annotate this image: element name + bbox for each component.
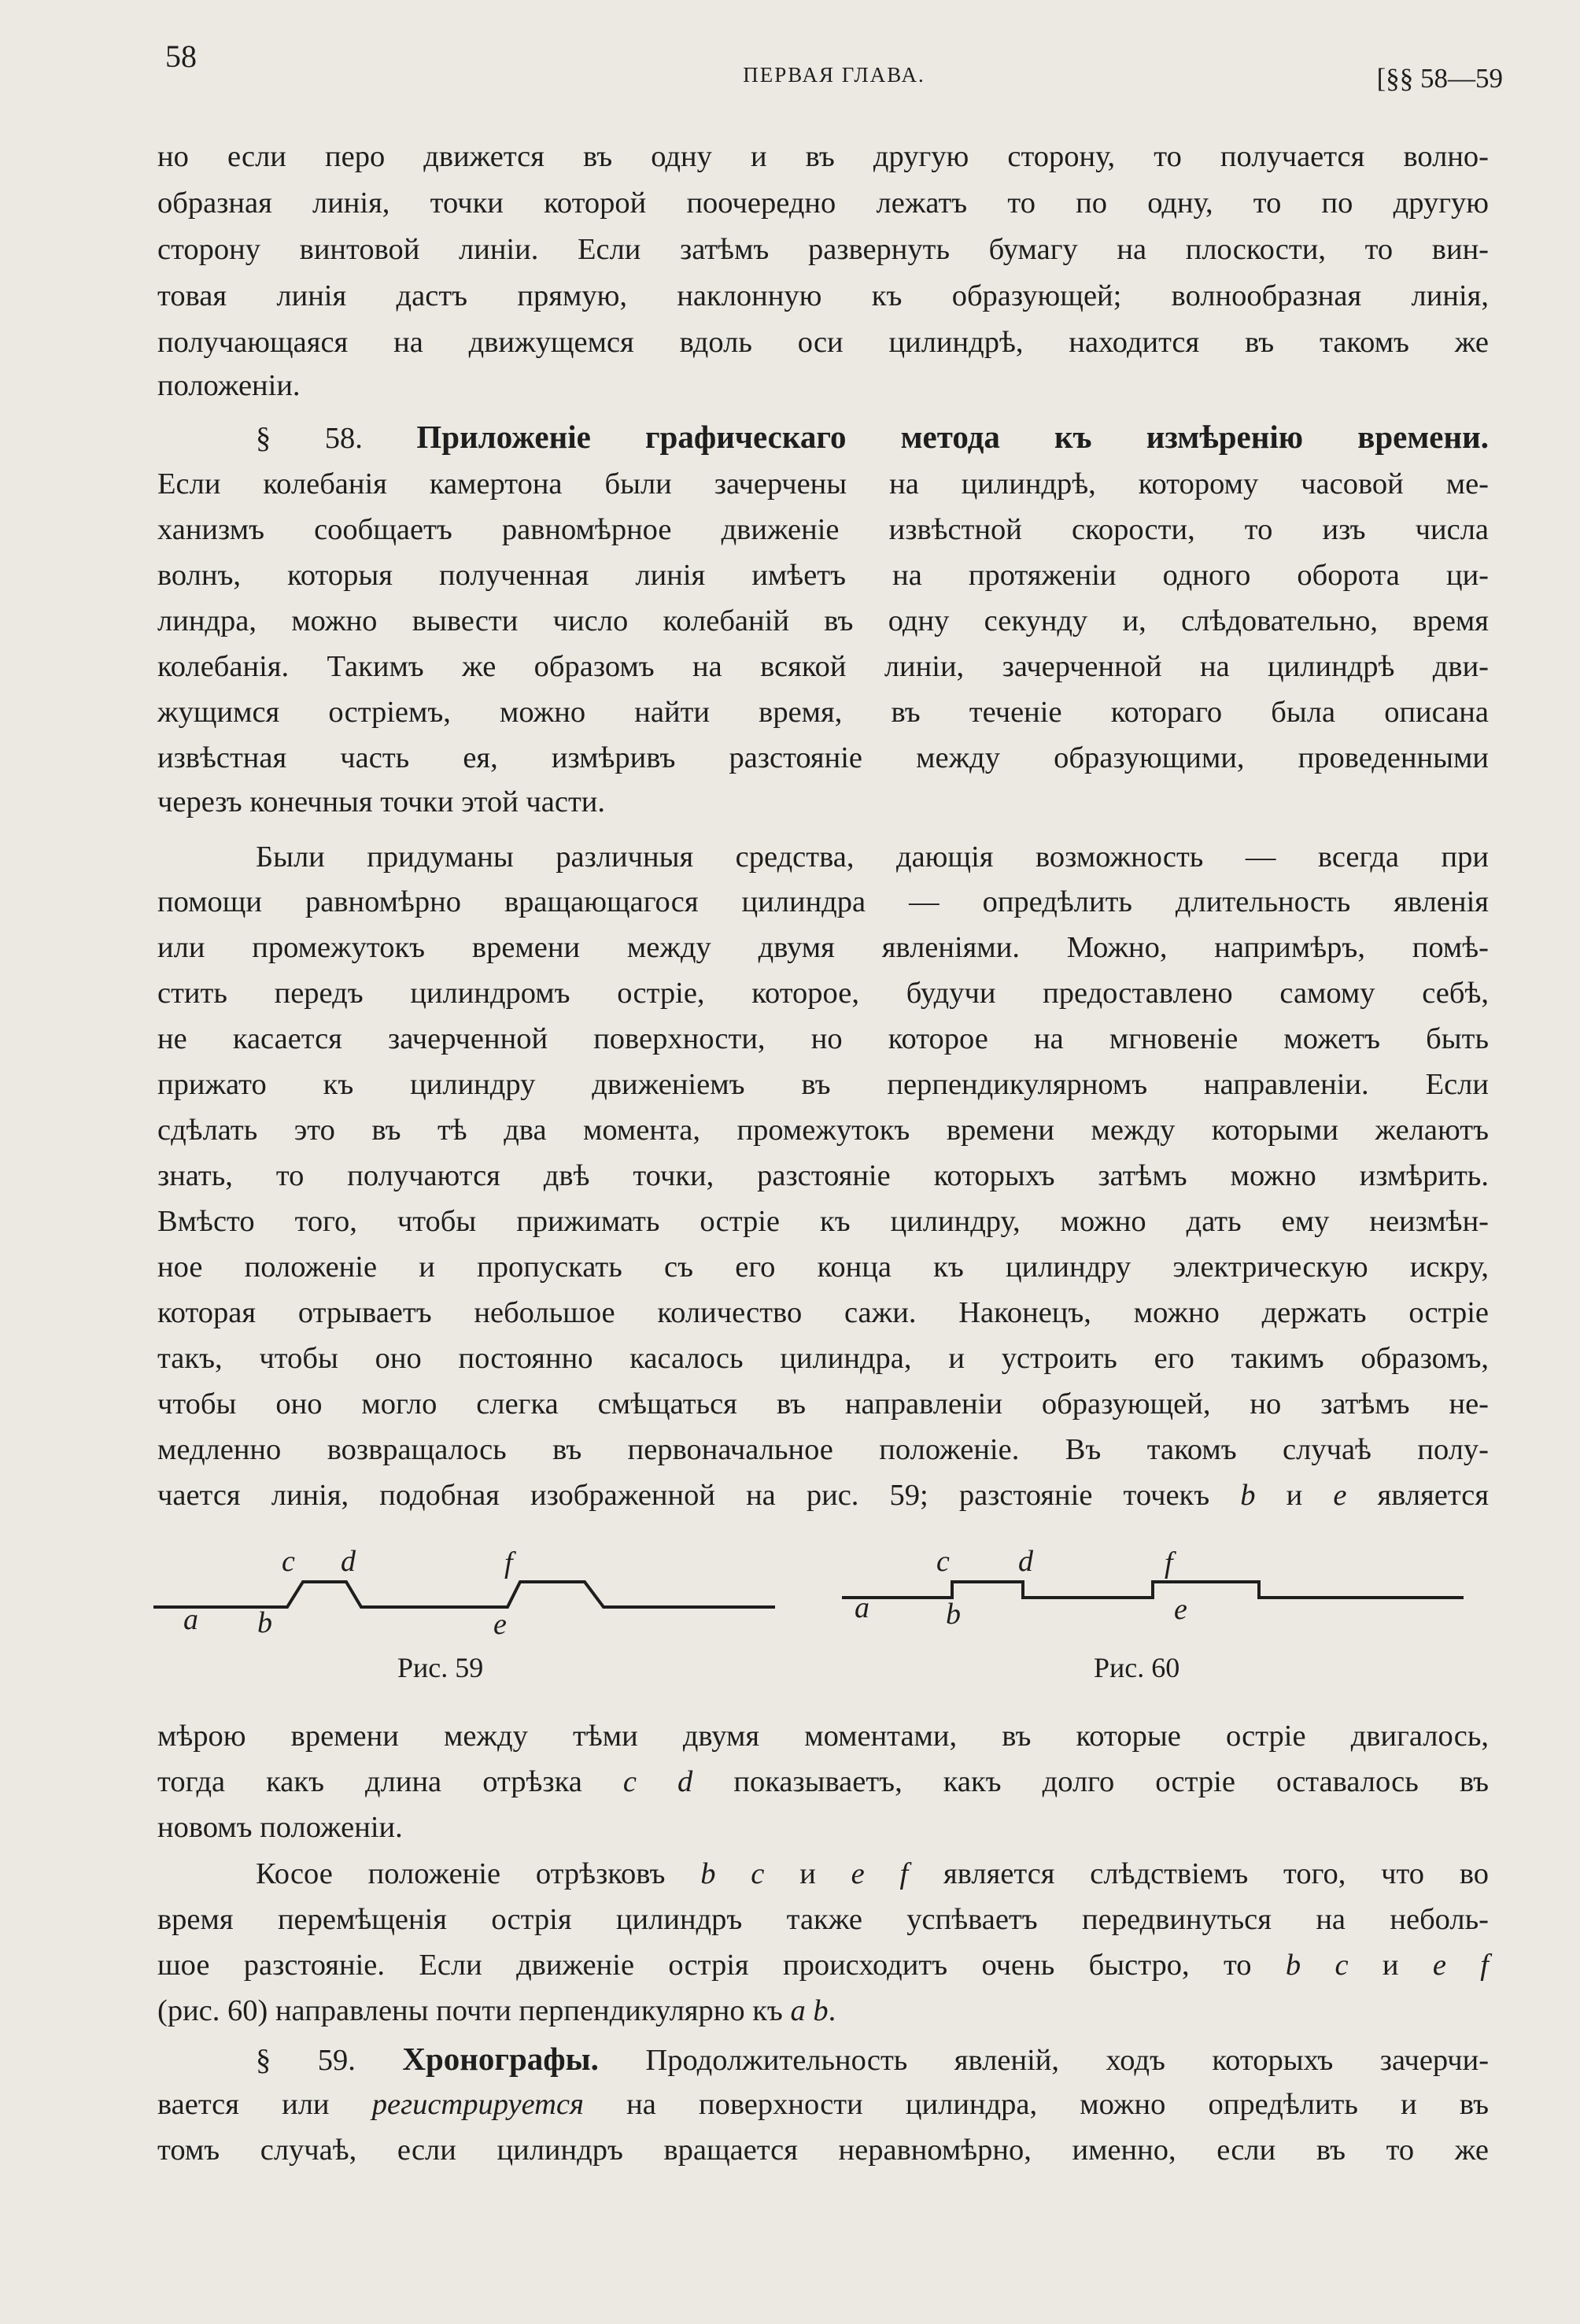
text-line: время перемѣщенія острія цилиндръ также успѣваетъ передвинуться на неболь- bbox=[157, 1903, 1489, 1936]
page-number: 58 bbox=[165, 39, 197, 74]
emphasized-term: регистрируется bbox=[371, 2088, 584, 2121]
label-c: c bbox=[282, 1545, 295, 1578]
text-line: жущимся остріемъ, можно найти время, въ теченіе котораго была описана bbox=[157, 696, 1489, 729]
var-bc: b c bbox=[1285, 1949, 1349, 1982]
text-line: не касается зачерченной поверхности, но которое на мгновеніе можетъ быть bbox=[157, 1022, 1489, 1055]
var-b: b bbox=[1240, 1479, 1256, 1512]
text-line: образная линія, точки которой поочередно лежатъ то по одну, то по другую bbox=[157, 187, 1489, 220]
label-a: a bbox=[183, 1603, 198, 1636]
figure-59 bbox=[153, 1539, 783, 1661]
section-range: [§§ 58—59 bbox=[1376, 63, 1503, 94]
figure-60-diagram bbox=[842, 1539, 1471, 1657]
text-line: вается или регистрируется на поверхности цилиндра, можно опредѣлить и въ bbox=[157, 2088, 1490, 2121]
var-ab: a b bbox=[790, 1994, 829, 2027]
text-line: Если колебанія камертона были зачерчены на цилиндрѣ, которому часовой ме- bbox=[157, 467, 1489, 501]
text-line: шое разстояніе. Если движеніе острія происходитъ очень быстро, то b c и e f bbox=[157, 1949, 1489, 1982]
label-b: b bbox=[946, 1598, 961, 1631]
text-line: мѣрою времени между тѣми двумя моментами, въ которые остріе двигалось, bbox=[157, 1720, 1489, 1753]
label-e: e bbox=[493, 1608, 507, 1641]
text-line: положеніи. bbox=[157, 369, 301, 402]
text-line: колебанія. Такимъ же образомъ на всякой линіи, зачерченной на цилиндрѣ дви- bbox=[157, 650, 1489, 683]
label-f: f bbox=[1165, 1546, 1173, 1580]
text-line: стить передъ цилиндромъ остріе, которое, будучи предоставлено самому себѣ, bbox=[157, 977, 1489, 1010]
text-line: извѣстная часть ея, измѣривъ разстояніе между образующими, проведенными bbox=[157, 741, 1489, 774]
text-line: волнъ, которыя полученная линія имѣетъ на протяженіи одного оборота ци- bbox=[157, 559, 1489, 592]
text-line: знать, то получаются двѣ точки, разстояніе которыхъ затѣмъ можно измѣрить. bbox=[157, 1159, 1489, 1192]
text-line: ное положеніе и пропускать съ его конца къ цилиндру электрическую искру, bbox=[157, 1251, 1489, 1284]
var-e: e bbox=[1333, 1479, 1347, 1512]
label-d: d bbox=[1018, 1545, 1033, 1578]
label-b: b bbox=[257, 1606, 272, 1639]
var-ef: e f bbox=[1432, 1949, 1489, 1982]
text-line: прижато къ цилиндру движеніемъ въ перпендикулярномъ направленіи. Если bbox=[157, 1068, 1489, 1101]
label-d: d bbox=[341, 1545, 356, 1578]
text-line: чается линія, подобная изображенной на рис. 59; разстояніе точекъ b и e является bbox=[157, 1479, 1490, 1512]
text-line: тогда какъ длина отрѣзка c d показываетъ, какъ долго остріе оставалось въ bbox=[157, 1765, 1490, 1798]
text-line: получающаяся на движущемся вдоль оси цилиндрѣ, находится въ такомъ же bbox=[157, 326, 1489, 359]
text-line: ханизмъ сообщаетъ равномѣрное движеніе извѣстной скорости, то изъ числа bbox=[157, 513, 1489, 546]
figure-59-caption: Рис. 59 bbox=[397, 1652, 484, 1683]
label-f: f bbox=[504, 1546, 513, 1580]
text-line: помощи равномѣрно вращающагося цилиндра — опредѣлить длительность явленія bbox=[157, 885, 1489, 918]
figure-59-diagram bbox=[153, 1539, 783, 1657]
text-line: такъ, чтобы оно постоянно касалось цилиндра, и устроить его такимъ образомъ, bbox=[157, 1342, 1489, 1375]
var-bc: b c bbox=[700, 1857, 765, 1890]
text-line: линдра, можно вывести число колебаній въ одну секунду и, слѣдовательно, время bbox=[157, 604, 1489, 637]
text-line: или промежутокъ времени между двумя явленіями. Можно, напримѣръ, помѣ- bbox=[157, 931, 1489, 964]
text-line: черезъ конечныя точки этой части. bbox=[157, 785, 606, 818]
text-line: сторону винтовой линіи. Если затѣмъ развернуть бумагу на плоскости, то вин- bbox=[157, 233, 1489, 266]
text-line: которая отрываетъ небольшое количество сажи. Наконецъ, можно держать остріе bbox=[157, 1296, 1489, 1329]
text-line: (рис. 60) направлены почти перпендикулярно къ a b. bbox=[157, 1994, 836, 2027]
text-line: но если перо движется въ одну и въ другую сторону, то получается волно- bbox=[157, 140, 1489, 173]
trace-line bbox=[842, 1582, 1464, 1598]
text-line: медленно возвращалось въ первоначальное положеніе. Въ такомъ случаѣ полу- bbox=[157, 1433, 1489, 1466]
section-heading bbox=[256, 414, 1489, 460]
section-heading: § 59. Хронографы. Продолжительность явленій, ходъ которыхъ зачерчи- bbox=[256, 2041, 1490, 2077]
text-line: сдѣлать это въ тѣ два момента, промежутокъ времени между которыми желаютъ bbox=[157, 1114, 1489, 1147]
label-e: e bbox=[1174, 1593, 1187, 1626]
figure-60-caption: Рис. 60 bbox=[1094, 1652, 1180, 1683]
label-c: c bbox=[936, 1545, 950, 1578]
label-a: a bbox=[855, 1591, 869, 1624]
text-line: Были придуманы различныя средства, дающія возможность — всегда при bbox=[256, 841, 1489, 874]
section-title: Хронографы. bbox=[402, 2041, 599, 2077]
text-line: Вмѣсто того, чтобы прижимать остріе къ цилиндру, можно дать ему неизмѣн- bbox=[157, 1205, 1489, 1238]
trace-line bbox=[153, 1582, 775, 1607]
text-line: чтобы оно могло слегка смѣщаться въ направленіи образующей, но затѣмъ не- bbox=[157, 1387, 1489, 1421]
text-line: томъ случаѣ, если цилиндръ вращается неравномѣрно, именно, если въ то же bbox=[157, 2134, 1489, 2167]
var-ef: e f bbox=[851, 1857, 909, 1890]
text-line: товая линія дастъ прямую, наклонную къ образующей; волнообразная линія, bbox=[157, 279, 1489, 312]
running-title: ПЕРВАЯ ГЛАВА. bbox=[743, 63, 925, 87]
section-title: Приложеніе графическаго метода къ измѣренію времени. bbox=[416, 419, 1489, 455]
var-cd: c d bbox=[622, 1765, 693, 1798]
section-number: § 58. bbox=[256, 422, 363, 455]
text-line: новомъ положеніи. bbox=[157, 1811, 403, 1844]
text-line: Косое положеніе отрѣзковъ b c и e f является слѣдствіемъ того, что во bbox=[256, 1857, 1490, 1890]
figure-60 bbox=[842, 1539, 1471, 1661]
section-number: § 59. bbox=[256, 2044, 356, 2077]
page-header bbox=[165, 38, 1503, 101]
